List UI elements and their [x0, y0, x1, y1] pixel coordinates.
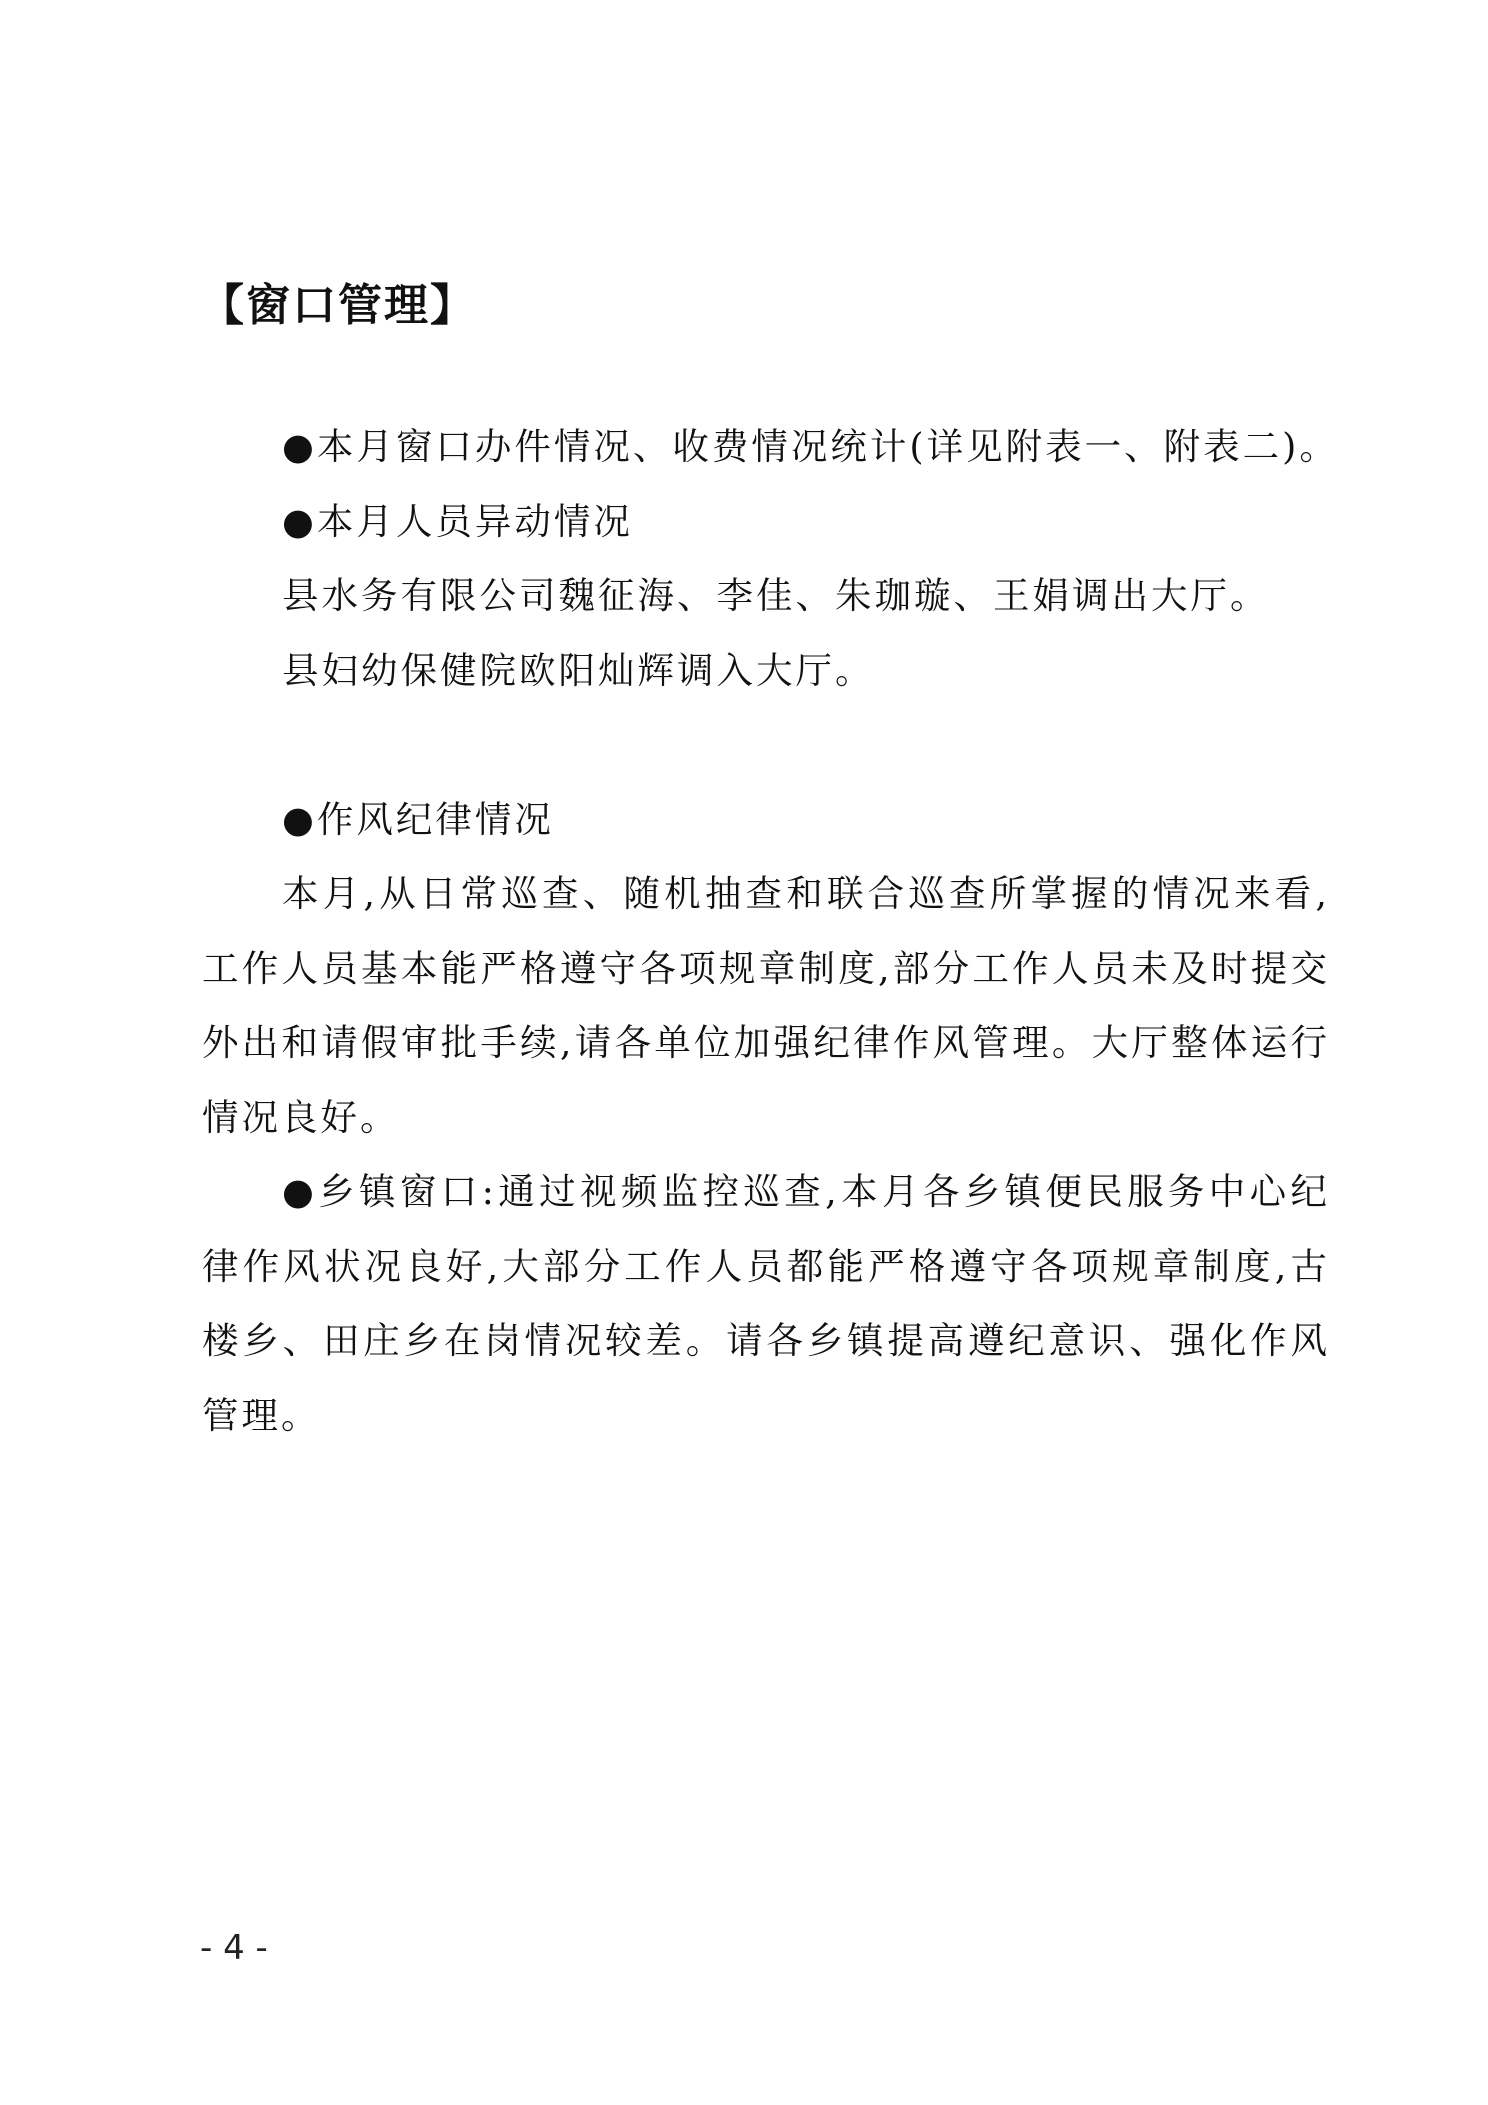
- document-body: [202, 410, 1339, 1453]
- personnel-heading: ●本月人员异动情况: [282, 499, 633, 543]
- personnel-in-line: 县妇幼保健院欧阳灿辉调入大厅。: [282, 648, 875, 692]
- township-paragraph: ●乡镇窗口:通过视频监控巡查,本月各乡镇便民服务中心纪律作风状况良好,大部分工作人员都能严格遵守各项规章制度,古楼乡、田庄乡在岗情况较差。请各乡镇提高遵纪意识、强化作风管理。: [202, 1170, 1330, 1437]
- personnel-out-line: 县水务有限公司魏征海、李佳、朱珈璇、王娟调出大厅。: [282, 574, 1270, 617]
- section-heading: 【窗口管理】: [200, 280, 476, 331]
- paragraph-spacer: [202, 708, 1330, 783]
- page-number: - 4 -: [200, 1928, 268, 1968]
- stats-line: ●本月窗口办件情况、收费情况统计(详见附表一、附表二)。: [282, 425, 1339, 468]
- discipline-paragraph: 本月,从日常巡查、随机抽查和联合巡查所掌握的情况来看,工作人员基本能严格遵守各项规章制度,部分工作人员未及时提交外出和请假审批手续,请各单位加强纪律作风管理。大厅整体运行情况良好。: [202, 872, 1330, 1139]
- discipline-heading: ●作风纪律情况: [282, 797, 554, 841]
